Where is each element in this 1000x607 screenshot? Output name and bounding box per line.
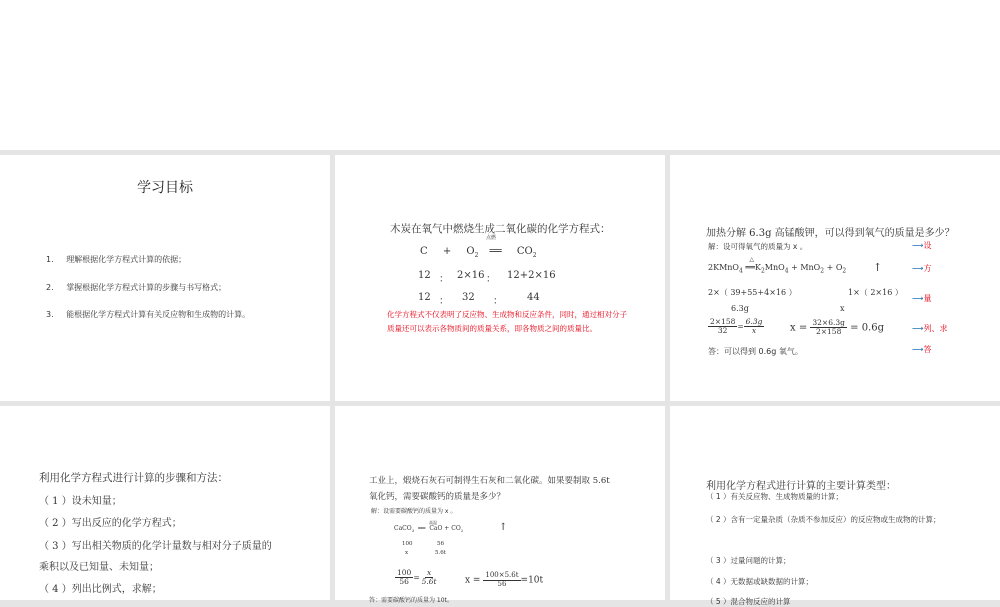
goal-text: 掌握根据化学方程式计算的步骤与书写格式； <box>66 283 227 292</box>
type-item: （ 5 ）混合物反应的计算 <box>706 597 791 606</box>
ratio-c: 12 <box>418 292 431 303</box>
plus-sign: + <box>442 246 452 257</box>
formula-co2 <box>517 246 537 257</box>
question-text: 加热分解 6.3g 高锰酸钾，可以得到氧气的质量是多少？ <box>706 228 955 239</box>
heat-condition: △ <box>749 256 754 263</box>
step-label-equation <box>912 263 931 274</box>
equals-sign: = <box>737 321 744 331</box>
co2-text: CO <box>516 246 533 257</box>
reaction-condition: 高温 <box>429 520 437 525</box>
goal-text: 理解根据化学方程式计算的依据； <box>66 255 187 264</box>
label-text: 设 <box>923 241 932 250</box>
known-mass: 5.6t <box>435 550 446 556</box>
equation-sign: ══ <box>489 246 502 257</box>
explanation-note: 化学方程式不仅表明了反应物、生成物和反应条件，同时，通过相对分子质量还可以表示各物质间的质量关系，即各物质之间的质量比。 <box>387 310 627 333</box>
numerator: 32×6.3g <box>812 318 845 327</box>
subscript: 2 <box>760 267 765 275</box>
mass-o2: 1×（ 2×16 ） <box>848 288 903 297</box>
slide-title: 学习目标 <box>137 180 193 196</box>
mass-cao: 56 <box>437 541 444 547</box>
fraction <box>708 318 737 336</box>
formula-c: C <box>420 246 428 257</box>
mass-kmno4: 2×（ 39+55+4×16 ） <box>708 288 797 297</box>
caco3-equation: CaCO$_3$ ══ CaO + $CO_2$ <box>394 525 464 534</box>
formula-products: CaO + CO <box>429 525 461 532</box>
step-item: （ 3 ）写出相关物质的化学计量数与相对分子质量的 <box>39 541 272 552</box>
step-label-answer <box>912 344 931 355</box>
ratio-o2: 2×16 <box>457 270 485 281</box>
reaction-condition: 点燃 <box>486 235 497 241</box>
subscript: 3 <box>411 528 415 534</box>
fraction <box>744 318 765 336</box>
ratio-co2: 44 <box>527 292 540 303</box>
arrow-right-icon: ⟶ <box>912 241 924 250</box>
co2-subscript: 2 <box>532 252 537 259</box>
question-line: 氧化钙，需要碳酸钙的质量是多少？ <box>369 492 506 502</box>
ratio-c: 12 <box>418 270 431 281</box>
slide-thumbnail-caco3-example[interactable] <box>335 406 665 604</box>
ratio-o2: 32 <box>462 292 475 303</box>
goal-number: 2. <box>46 283 54 292</box>
slide-thumbnail-calc-types[interactable] <box>670 406 1000 606</box>
step-set-unknown: 解：设可得氧气的质量为 x 。 <box>708 242 808 251</box>
step-item: 乘积以及已知量、未知量； <box>39 562 159 573</box>
ratio-colon: ： <box>439 296 449 307</box>
answer-text: 答：可以得到 0.6g 氧气。 <box>708 347 803 356</box>
formula-kmno4: 2KMnO <box>708 263 739 272</box>
step-label-quantity <box>912 293 931 304</box>
answer-text: 答：需要碳酸钙的质量为 10t。 <box>369 597 453 604</box>
numerator: 100 <box>397 568 412 577</box>
subscript: 4 <box>738 267 743 275</box>
step-label-set <box>912 240 931 251</box>
question-line: 工业上，煅烧石灰石可制得生石灰和二氧化碳。如果要制取 5.6t <box>369 476 610 486</box>
subscript: 2 <box>842 267 847 275</box>
mass-caco3: 100 <box>402 541 413 547</box>
ratio-colon: ： <box>439 274 449 285</box>
slide-thumbnail-calc-steps[interactable] <box>0 406 330 600</box>
slide-thumbnail-learning-goals[interactable] <box>0 155 330 401</box>
slide-thumbnail-kmno4-example[interactable] <box>670 155 1000 401</box>
slide-heading: 利用化学方程式进行计算的步骤和方法： <box>39 472 228 484</box>
label-text: 方 <box>923 264 932 273</box>
formula-caco3: CaCO <box>394 525 412 532</box>
goal-item <box>46 309 250 320</box>
solution-formula <box>790 319 884 337</box>
goal-text: 能根据化学方程式计算有关反应物和生成物的计算。 <box>66 310 251 319</box>
denominator: 2×158 <box>815 327 842 337</box>
fraction <box>483 572 520 588</box>
denominator: 32 <box>717 326 728 336</box>
subscript: 2 <box>820 267 825 275</box>
formula-part: MnO <box>764 263 785 272</box>
type-item: （ 2 ）含有一定量杂质（杂质不参加反应）的反应物或生成物的计算； <box>706 515 941 524</box>
gas-arrow-icon: ↑ <box>499 522 508 533</box>
subscript: 4 <box>784 267 789 275</box>
arrow-right-icon: ⟶ <box>912 345 924 354</box>
label-text: 答 <box>923 345 932 354</box>
label-text: 列、求 <box>923 324 948 333</box>
label-text: 量 <box>923 294 932 303</box>
result: =10t <box>520 575 544 586</box>
fraction <box>420 569 439 587</box>
formula-o2 <box>466 246 478 257</box>
proportion-formula <box>708 318 764 336</box>
ratio-co2: 12+2×16 <box>507 270 556 281</box>
arrow-right-icon: ⟶ <box>912 294 924 303</box>
numerator: 6.3g <box>745 317 763 326</box>
subscript: 2 <box>460 528 464 534</box>
formula-mno2: + MnO <box>788 263 821 272</box>
goal-number: 3. <box>46 310 54 319</box>
solution-formula <box>465 572 543 588</box>
slide-heading: 木炭在氧气中燃烧生成二氧化碳的化学方程式： <box>390 223 611 235</box>
goal-number: 1. <box>46 255 54 264</box>
top-blank-area <box>0 0 1000 150</box>
type-item: （ 1 ）有关反应物、生成物质量的计算； <box>706 492 844 501</box>
denominator: 56 <box>399 577 409 587</box>
gas-arrow-icon: ↑ <box>873 261 883 274</box>
denominator: 56 <box>497 579 507 588</box>
type-item: （ 4 ）无数据或缺数据的计算； <box>706 577 814 586</box>
fraction <box>810 319 847 337</box>
slide-heading: 利用化学方程式进行计算的主要计算类型： <box>706 481 896 492</box>
kmno4-equation <box>708 256 847 275</box>
known-mass: 6.3g <box>731 304 749 313</box>
arrow-right-icon: ⟶ <box>912 324 924 333</box>
o2-subscript: 2 <box>474 252 479 259</box>
arrow-right-icon: ⟶ <box>912 264 924 273</box>
type-item: （ 3 ）过量问题的计算； <box>706 556 791 565</box>
ratio-colon: ： <box>493 296 503 307</box>
denominator: 5.6t <box>421 577 437 587</box>
denominator: x <box>751 326 757 336</box>
chemical-equation <box>420 246 537 259</box>
fraction <box>395 569 413 587</box>
unknown-mass: x <box>405 550 409 556</box>
numerator: 100×5.6t <box>485 571 519 579</box>
o2-text: O <box>466 246 475 257</box>
ratio-colon: ： <box>486 274 496 285</box>
formula-o2: + O <box>824 263 843 272</box>
goal-item <box>46 254 186 265</box>
step-item: （ 4 ）列出比例式，求解； <box>39 584 162 595</box>
equation-arrow: ══ <box>745 263 755 272</box>
result: = 0.6g <box>850 322 885 334</box>
step-item: （ 1 ）设未知量； <box>39 496 122 507</box>
step-item: （ 2 ）写出反应的化学方程式； <box>39 518 182 529</box>
formula-k2mno4: K <box>754 263 761 272</box>
equation-sign <box>745 256 755 272</box>
x-equals: x = <box>790 322 808 334</box>
proportion-formula: $\frac{100}{56}$ = $\frac{x}{5.6t}$ <box>397 568 437 587</box>
step-set-unknown: 解：设需要碳酸钙的质量为 x 。 <box>371 508 457 515</box>
numerator: x <box>426 568 432 577</box>
step-label-solve <box>912 323 947 334</box>
numerator: 2×158 <box>710 317 736 326</box>
unknown-mass: x <box>840 304 845 313</box>
x-equals: x = <box>465 575 481 586</box>
slide-thumbnail-carbon-equation[interactable] <box>335 155 665 401</box>
goal-item <box>46 282 226 293</box>
